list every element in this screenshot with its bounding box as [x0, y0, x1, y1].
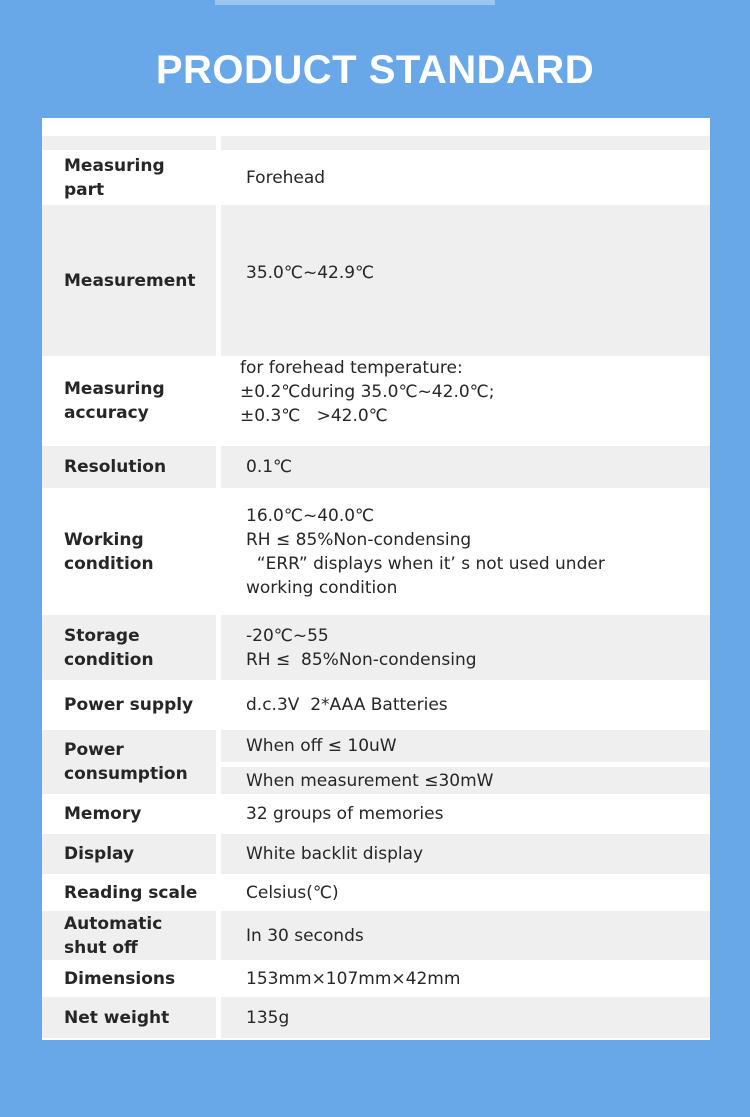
row-value: 0.1℃: [221, 446, 710, 488]
table-row: [42, 488, 710, 615]
row-label: Measurement: [42, 205, 216, 356]
top-decoration: [215, 0, 495, 5]
row-label: Measuring accuracy: [64, 379, 165, 423]
table-row: [42, 680, 710, 730]
row-value: for forehead temperature: ±0.2℃during 35.0℃~42.0℃; ±0.3℃ >42.0℃: [240, 358, 495, 426]
row-value: 35.0℃~42.9℃: [221, 205, 710, 356]
row-value: In 30 seconds: [221, 911, 710, 960]
row-label: Power supply: [64, 695, 194, 715]
row-label: Reading scale: [64, 882, 198, 903]
row-value: 16.0℃~40.0℃ RH ≤ 85%Non-condensing “ERR” displays when it’ s not used under working condition: [246, 505, 605, 598]
row-value: Celsius(℃): [246, 882, 339, 903]
row-value: d.c.3V 2*AAA Batteries: [246, 695, 448, 715]
row-value: White backlit display: [221, 834, 710, 874]
row-label: Resolution: [42, 446, 216, 488]
row-label: Measuring part: [64, 156, 165, 200]
row-label: Net weight: [42, 997, 216, 1038]
table-row: [42, 834, 710, 874]
table-row: [42, 730, 710, 794]
row-label: Dimensions: [64, 968, 176, 989]
table-row: [42, 997, 710, 1038]
table-row: [42, 446, 710, 488]
row-label: Storage condition: [42, 615, 216, 680]
row-label: Display: [42, 834, 216, 874]
row-value: 135g: [221, 997, 710, 1038]
row-label: Working condition: [64, 529, 154, 574]
row-value: Forehead: [246, 168, 326, 188]
row-value: When measurement ≤30mW: [221, 767, 710, 794]
table-row: [42, 911, 710, 960]
table-row: [42, 615, 710, 680]
table-row: [42, 205, 710, 356]
row-label: Automatic shut off: [42, 911, 216, 960]
page-title: PRODUCT STANDARD: [155, 48, 595, 92]
row-value: When off ≤ 10uW: [221, 730, 710, 762]
table-row: [42, 356, 710, 446]
row-label: Power consumption: [42, 730, 216, 794]
table-row: [42, 960, 710, 997]
table-row: [42, 874, 710, 911]
table-header-strip: [42, 136, 710, 150]
row-value: 153mm×107mm×42mm: [246, 968, 461, 989]
table-row: [42, 151, 710, 205]
table-row: [42, 794, 710, 834]
row-label: Memory: [64, 804, 142, 824]
row-value: 32 groups of memories: [246, 804, 444, 824]
row-value: -20℃~55 RH ≤ 85%Non-condensing: [221, 615, 710, 680]
spec-table: [42, 118, 710, 1040]
